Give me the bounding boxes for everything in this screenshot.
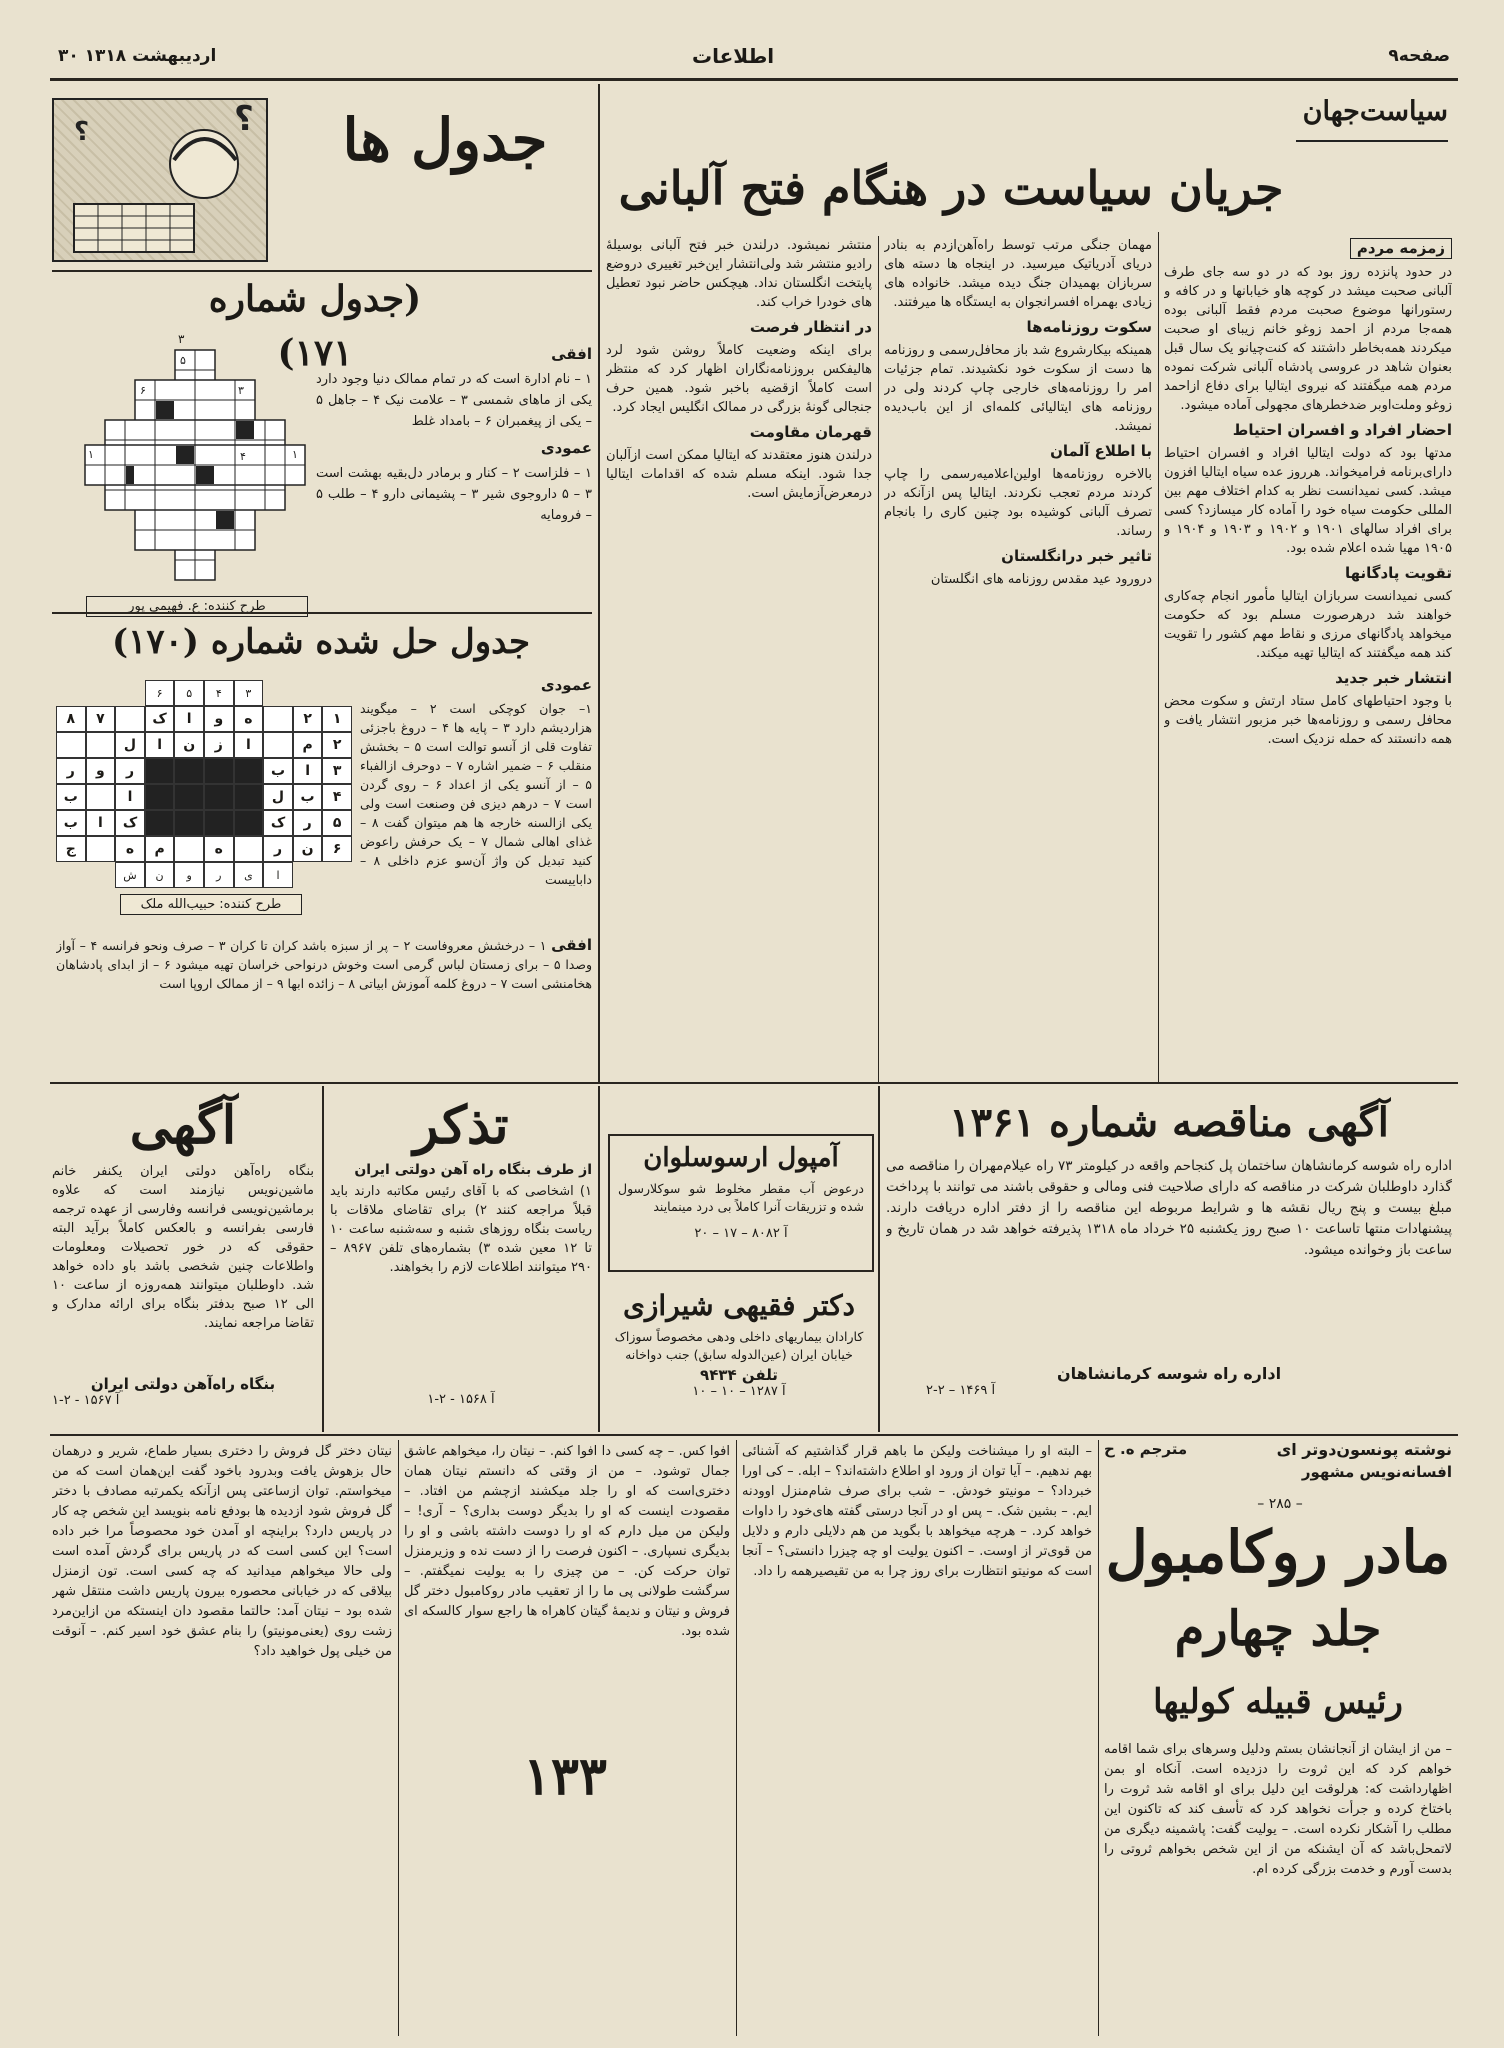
solved-grid-170 — [56, 680, 352, 912]
solved-grid-cell — [145, 784, 175, 810]
solved-grid-cell — [86, 862, 116, 888]
solved-grid-cell — [115, 680, 145, 706]
solved-down-label: عمودی — [540, 676, 592, 694]
serial-number-box: ۱۳۳ — [500, 1742, 630, 1812]
ad-tender-sign: اداره راه شوسه کرمانشاهان — [1056, 1364, 1282, 1383]
section-rule — [50, 1082, 1458, 1084]
solved-grid-cell: ر — [263, 836, 293, 862]
subhead-reinforce: تقویت پادگانها — [1344, 564, 1452, 582]
solved-grid-cell — [234, 784, 264, 810]
across-clues: ۱ – نام ادارة است که در تمام ممالک دنیا وجود دارد یکی از ماهای شمسی ۳ – علامت نیک ۴ – جاهل ۵ – یکی از پیغمبران ۶ – بامداد غلط — [316, 372, 592, 429]
ad-doctor-code: آ ۱۲۸۷ – ۱۰ – ۱۰ — [692, 1384, 786, 1399]
solved-grid-cell: ش — [115, 862, 145, 888]
solved-grid-cell — [115, 706, 145, 732]
ad-ampoule-title: آمپول ارسوسلوان — [643, 1143, 839, 1173]
section-label — [1296, 96, 1448, 142]
solved-grid-cells — [56, 680, 352, 888]
ad-doctor-title: دکتر فقیهی شیرازی — [622, 1289, 855, 1322]
solved-grid-cell: ا — [234, 732, 264, 758]
ad-tender — [886, 1090, 1452, 1426]
svg-text:۴: ۴ — [240, 450, 246, 463]
ad-tender-title: آگهی مناقصه شماره ۱۳۶۱ — [949, 1099, 1389, 1146]
politics-col-3 — [606, 236, 872, 1082]
column-rule — [598, 1086, 600, 1432]
svg-text:۱: ۱ — [292, 448, 298, 461]
serial-chapter: رئیس قبیله کولیها — [1153, 1682, 1403, 1722]
solved-grid-cell: ۶ — [145, 680, 175, 706]
solved-grid-cell — [56, 732, 86, 758]
crossword-grid-shape — [80, 340, 310, 590]
solved-grid-cell — [86, 836, 116, 862]
crossword-clues-171 — [316, 338, 592, 608]
solved-grid-cell: و — [174, 862, 204, 888]
solved-grid-cell: ا — [293, 758, 323, 784]
serial-title: مادر روکامبول — [1105, 1518, 1451, 1586]
crossword-number-title: (جدول شماره ۱۷۱) — [208, 278, 422, 374]
column-rule — [1098, 1440, 1099, 2036]
solved-grid-cell: ر — [56, 758, 86, 784]
solved-grid-cell — [234, 758, 264, 784]
solved-grid-cell: ۵ — [174, 680, 204, 706]
svg-text:؟: ؟ — [74, 117, 90, 147]
solved-grid-cell — [322, 680, 352, 706]
solved-grid-cell: ا — [263, 862, 293, 888]
subhead-press: سکوت روزنامه‌ها — [1026, 318, 1152, 336]
politics-col-1 — [1164, 232, 1452, 1062]
column-rule — [878, 1086, 880, 1432]
ad-tender-code: آ ۱۴۶۹ – ۲-۲ — [926, 1383, 996, 1398]
subhead-summon: احضار افراد و افسران احتیاط — [1232, 421, 1452, 439]
across-label: افقی — [551, 345, 592, 363]
serial-col-3-text: افوا کس. – چه کسی دا افوا کنم. – نیتان را، میخواهم عاشق جمال توشود. – من از وقتی که دانستم نیتان همان دختری‌است که او را جلد میکشند ازچشم من افتاد. – مقصودت اینست که او را بدیگر دوست بداری؟ – آری! – ولیکن من میل دارم که او را دوست داشته باشی و او را بدیگری نسپاری. – اکنون فرصت را از دست نده و وزیرمنزل توان حرکت کن. – من چیزی را به یولیت نمیگفتم. – سرگشت طولانی پی ما را از تعقیب مادر روکامبول دختر گل فروش و نیتان و ندیمهٔ گیتان کاهراه ها راجع سوار کالسکه ای شده بود. — [404, 1444, 730, 1639]
paper-name: اطلاعات — [692, 44, 775, 68]
solved-grid-cell — [293, 680, 323, 706]
solved-clues — [360, 670, 592, 940]
solved-grid-cell: ۲ — [293, 706, 323, 732]
crossword-illustration — [52, 98, 268, 262]
solved-grid-cell: ر — [293, 810, 323, 836]
serial-translator: مترجم ه. ح — [1104, 1440, 1188, 1458]
puzzle-figure-icon — [54, 100, 266, 260]
solved-grid-cell — [204, 810, 234, 836]
ad-reminder-body: ۱) اشخاصی که با آقای رئیس مکاتبه دارند باید قبلاً مراجعه کنند ۲) برای تقاضای ملاقات با ریاست بنگاه روزهای شنبه و سه‌شنبه ساعت ۱۰ تا ۱۲ معین شده ۳) بشماره‌های تلفن ۸۹۶۷ – ۲۹۰ میتوانند اطلاعات لازم را بخواهند. — [330, 1184, 592, 1275]
solved-grid-cell: ل — [115, 732, 145, 758]
solved-grid-cell: ل — [263, 784, 293, 810]
solved-grid-cell: ه — [115, 836, 145, 862]
solved-grid-cell: ر — [115, 758, 145, 784]
solved-grid-cell: ن — [293, 836, 323, 862]
politics-col-1c-text: کسی نمیدانست سربازان ایتالیا مأمور انجام چه‌کاری خواهند شد درهرصورت مسلم بود که حکومت میخواهد پادگانهای مرزی و نقاط مهم کشور را تقویت کند همه میگفتند که ایتالیا تهیه میکند. — [1164, 589, 1452, 661]
politics-col-1-text: در حدود پانزده روز بود که در دو سه جای طرف آلبانی صحبت میشد در کوچه هاو خیابانها و در کافه و رستورانها موضوع صحبت مردم فقط آلبانی بوده همه‌جا مردم از احمد زوغو خانم زیبای او صحبت میکردند همه‌بخاطر داشتند که کنت‌چیانو یک سال قبل بعنوان شاهد در عروسی پادشاه آلبانی شرکت نموده مردم همه میگفتند که نیروی ایتالیا برای دفاع ازاحمد زوغو وملت‌اوبر ضدخطرهای مجهولی آماده میشود. — [1164, 265, 1452, 413]
ad-notice-body: بنگاه راه‌آهن دولتی ایران یکنفر خانم ماشین‌نویس نیازمند است که علاوه برماشین‌نویسی فرانسه وفارسی از عهده ترجمه فارسی بفرانسه و بالعکس کاملاً برآید البته حقوقی که در خور تحصیلات ومعلومات واطلاعات چنین شخصی باشد باو داده خواهد شد. داوطلبان میتوانند همه‌روزه از ساعت ۱۰ الی ۱۲ صبح بدفتر بنگاه برای ارائه مدارک و تقاضا مراجعه نمایند. — [52, 1164, 314, 1331]
svg-text:؟: ؟ — [234, 100, 254, 139]
solved-grid-cell — [204, 784, 234, 810]
subhead-spread: انتشار خبر جدید — [1335, 669, 1452, 687]
ad-ampoule-body: درعوض آب مقطر مخلوط شو سوکلارسول شده و تزریقات آنرا کاملاً بی درد مینمایند — [618, 1181, 864, 1214]
svg-text:۳: ۳ — [238, 384, 244, 397]
serial-header — [1104, 1440, 1452, 1500]
ad-doctor — [608, 1284, 870, 1424]
politics-col-2 — [884, 236, 1152, 1066]
serial-author: نوشته پونسون‌دوتر ای — [1276, 1440, 1452, 1459]
solved-grid-cell: و — [86, 758, 116, 784]
subhead-public: زمزمه مردم — [1350, 238, 1452, 259]
solved-grid-cell: ب — [293, 784, 323, 810]
solved-grid-cell: ج — [56, 836, 86, 862]
svg-text:۶: ۶ — [140, 384, 146, 397]
serial-volume: جلد چهارم — [1174, 1601, 1382, 1657]
politics-col-3b-text: برای اینکه وضعیت کاملاً روشن شود لرد هالیفکس بروزنامه‌نگاران اظهار کرد که منتظر است کاملاً ازقضیه باخبر شود. همین حرف جنجالی گونهٔ بزرگی در ممالک انگلیس ایجاد کرد. — [606, 343, 872, 415]
ad-reminder — [330, 1090, 592, 1430]
solved-grid-cell: ن — [174, 732, 204, 758]
subhead-wait: در انتظار فرصت — [749, 318, 872, 336]
solved-grid-cell — [263, 732, 293, 758]
solved-grid-cell: ک — [145, 706, 175, 732]
solved-grid-cell: ا — [145, 732, 175, 758]
solved-across-label: افقی — [551, 936, 592, 954]
solved-grid-cell: م — [293, 732, 323, 758]
solved-grid-cell: ا — [115, 784, 145, 810]
politics-col-2-text: مهمان جنگی مرتب توسط راه‌آهن‌ازدم به بنادر دریای آدریاتیک میرسید. در اینجاه ها دسته های سربازان بهمیدان جنگ دیده میشد. خانواده های زیادی بهمراه افسرانجوان به ایستگاه ها میرفتند. — [884, 238, 1152, 310]
ad-reminder-sub: از طرف بنگاه راه آهن دولتی ایران — [354, 1162, 592, 1178]
issue-date: ۳۰ اردیبهشت ۱۳۱۸ — [58, 46, 217, 66]
solved-grid-cell: ب — [56, 810, 86, 836]
ad-doctor-body: کارادان بیماریهای داخلی ودهی مخصوصاً سوزاک خیابان ایران (عین‌الدوله سابق) جنب دواخانه — [614, 1329, 864, 1362]
column-rule — [322, 1086, 324, 1432]
solved-grid-cell — [174, 836, 204, 862]
down-label: عمودی — [540, 439, 592, 457]
solved-grid-cell — [86, 784, 116, 810]
solved-grid-cell: م — [145, 836, 175, 862]
solved-grid-cell — [204, 758, 234, 784]
solved-grid-cell — [56, 680, 86, 706]
solved-grid-cell — [145, 810, 175, 836]
serial-col-3 — [404, 1442, 730, 2032]
politics-col-1b-text: مدتها بود که دولت ایتالیا افراد و افسران احتیاط دارای‌برنامه فرامیخواند. هرروز عده سیاه ایتالیا افزون میشد. کسی نمیدانست نظر به کدام اختلاف مهم بین المللی حکومت سیاه خود را آماده کار میسازد؟ کسی برای افراد سالهای ۱۹۰۱ و ۱۹۰۲ و ۱۹۰۳ و ۱۹۰۴ و ۱۹۰۵ مهیا شده اعلام شده بود. — [1164, 446, 1452, 556]
serial-col-2: – البته او را میشناخت ولیکن ما باهم قرار گذاشتیم که آشنائی بهم ندهیم. – آیا توان از ورود او اطلاع داشته‌اند؟ – ابله. – کی اورا خبرداد؟ – مونیتو خودش. – شب برای صرف شام‌منزل اوودنه ایم. – بشین شک. – پس او در آنجا درستی گفته های‌خود را داوات خواهد کرد. – هرچه میخواهد با بگوید من هم دلایلی دارم و دلایل من قوی‌تر از اوست. – اکنون یولیت او چه چیزرا دانستی؟ – آنجا است که مونیتو انتظارت برای روز چرا به من تقیصیرهمه را داد. — [742, 1444, 1092, 1579]
solved-grid-cell — [322, 862, 352, 888]
page-label: صفحه۹ — [1388, 46, 1450, 66]
serial-col-1: – من از ایشان از آنجانشان بستم ودلیل وسرهای برای شما اقامه خواهم کرد که این ثروت را دزدیده است. آنکاه او بمن اظهارداشت که: هرلوقت این دلیل برای او اقامه شد ثروت را باختاخ کرده و جرأت نخواهد کرد که تأسف کند که تاکنون این مطلب را آشکار نکرده است. – یولیت گفت: پاشمینه دیگری من لاتمحل‌باشد که آن ایشنکه من از این شخص بخواهم ثروتی را بدست آورم و خدمت بزرگی کرده ام. — [1104, 1742, 1452, 1877]
solved-grid-cell: ب — [56, 784, 86, 810]
crossword-designer: طرح کننده: ع. فهیمی پور — [86, 596, 308, 617]
politics-col-2b-text: همینکه بیکار‌شروع شد باز محافل‌رسمی و روزنامه ها دست از سکوت خود نکشیدند. تمام جزئیات امر را روزنامه‌های خارجی چاپ کردند ولی در روزنامه های ایتالیائی کلمه‌ای از این باب‌دیده نمیشد. — [884, 343, 1152, 434]
solved-down-clues: ۱– جوان کوچکی است ۲ – میگویند هزاردیشم دارد ۳ – پایه ها ۴ – دروغ باجزئی تفاوت قلی از آنسو توالت است ۵ – بخشش منقلب ۶ – ضمیر اشاره ۷ – دوحرف ازالفباء ۵ – از آنسو یکی از اعداد ۶ – روی گردن است ۷ – درهم دیزی فن وصنعت است ولی یکی ازالسنه خارجه ها هم میتوان گفت ۸ – غذای اهالی شمال ۷ – یک حرفش راعوض کنید تبدیل کن واژ آن‌سو عزم داخلی ۸ – داباییست — [360, 701, 592, 887]
solved-grid-cell — [145, 758, 175, 784]
ad-reminder-title: تذکر — [413, 1095, 509, 1156]
solved-grid-cell: ۴ — [204, 680, 234, 706]
solved-grid-cell — [174, 784, 204, 810]
politics-headline: جریان سیاست در هنگام فتح آلبانی — [618, 161, 1284, 215]
solved-grid-cell: ا — [174, 706, 204, 732]
solved-grid-cell: و — [204, 706, 234, 732]
solved-grid-cell — [234, 810, 264, 836]
column-rule — [598, 84, 600, 1084]
solved-crossword-title: جدول حل شده شماره (۱۷۰) — [112, 622, 530, 662]
solved-grid-cell — [86, 680, 116, 706]
politics-col-1d-text: با وجود احتیاطهای کامل ستاد ارتش و سکوت محض محافل رسمی و روزنامه‌ها خبر مزبور انتشار یافت و همه دانستند که حمله نزدیک است. — [1164, 694, 1452, 747]
politics-col-4-text: درورود عید مقدس روزنامه های انگلستان — [930, 572, 1152, 587]
solved-grid-cell — [86, 732, 116, 758]
subhead-effect: تاثیر خبر درانگلستان — [1001, 547, 1152, 565]
ad-ampoule — [608, 1134, 874, 1272]
solved-grid-cell: ب — [263, 758, 293, 784]
masthead — [52, 44, 1456, 72]
solved-across-text: ۱ – درخشش معروفاست ۲ – پر از سبزه باشد کران تا کران ۳ – صرف ونحو فرانسه ۴ – آواز وصدا ۵ – برای زمستان لباس گرمی است وخوش درنواحی خراسان تهیه میشود ۶ – از ابدای پادشاهان هخامنشی است ۷ – دروغ کلمه آموزش ابیاتی ۸ – زائده ابها ۹ – از ممالک اروپا است — [56, 938, 592, 991]
ad-ampoule-code: آ ۸۰۸۲ – ۱۷ – ۲۰ — [694, 1226, 788, 1241]
crossword-top-label-1: ۳ — [178, 332, 185, 346]
masthead-rule — [50, 78, 1458, 81]
solved-grid-cell: ر — [204, 862, 234, 888]
column-rule — [1158, 232, 1159, 1082]
solved-designer: طرح کننده: حبیب‌الله ملک — [120, 894, 302, 915]
solved-grid-cell — [263, 706, 293, 732]
serial-author-desc: افسانه‌نویس مشهور — [1301, 1463, 1452, 1481]
solved-grid-cell: ۴ — [322, 784, 352, 810]
solved-grid-cell: ه — [204, 836, 234, 862]
column-rule — [398, 1440, 399, 2036]
solved-grid-cell: ۳ — [234, 680, 264, 706]
crossword-section-title: جدول ها — [342, 106, 548, 174]
ad-doctor-phone: تلفن ۹۴۳۴ — [700, 1366, 778, 1384]
solved-grid-cell: ۸ — [56, 706, 86, 732]
solved-grid-cell — [293, 862, 323, 888]
solved-grid-cell — [174, 758, 204, 784]
politics-col-2c-text: بالاخره روزنامه‌ها اولین‌اعلامیه‌رسمی را چاپ کردند مردم تعجب نکردند. ایتالیا پس ازآنکه در تصرف آلبانی کوشیده بود چنین کاری را بانجام رساند. — [884, 467, 1152, 539]
solved-grid-cell: ۶ — [322, 836, 352, 862]
solved-grid-cell — [174, 810, 204, 836]
solved-grid-cell: ۱ — [322, 706, 352, 732]
solved-grid-cell: ن — [145, 862, 175, 888]
svg-text:۱: ۱ — [88, 448, 94, 461]
ad-notice-title: آگهی — [129, 1095, 237, 1156]
solved-grid-cell: ۲ — [322, 732, 352, 758]
solved-grid-cell: ۵ — [322, 810, 352, 836]
serial-col-4: نیتان دختر گل فروش را دختری بسیار طماع، شریر و درهمان حال بزهوش یافت وبدرود باخود گفت این‌همان است که من میخواستم. توان ازساعتی پس ازآنکه یکمرتبه مصادف با دختر گل فروش شود ازدیده ها بودفع نامه بنویسد این شخص چه کار در پاریس دارد؟ براینچه او آمدن خود محصوصاً مرا خبر داده است؟ این کسی است که در پاریس برای گردش آمده است ولی حالا میخواهم میدانید که چه کسی است. تون ازمنزل بیلاقی که در خیابانی محصوره بیرون پاریس داشت منتقل شهر شده بود – نیتان آمد: حالتما مقصود دان اینستکه من ‌ازاین‌مرد زشت روی (یعنی‌مونیتو) را بنام عشق خود اسیر کنم. – آنوقت من خیلی پول خواهید داد؟ — [52, 1444, 392, 1659]
solved-grid-cell — [56, 862, 86, 888]
crossword-grid-171 — [80, 340, 310, 590]
subhead-germany: با اطلاع آلمان — [1050, 442, 1152, 460]
solved-grid-cell: ک — [263, 810, 293, 836]
solved-grid-cell: ک — [115, 810, 145, 836]
down-clues: ۱ – فلزاست ۲ – کنار و برمادر دل‌بقیه بهشت است ۳ – ۵ داروجوی شیر ۳ – پشیمانی دارو ۴ – طلب ۵ – فرومایه — [316, 466, 592, 523]
solved-grid-cell: ۷ — [86, 706, 116, 732]
ad-tender-body: اداره راه شوسه کرمانشاهان ساختمان پل کنجاحم واقعه در کیلومتر ۷۳ راه عیلام‌مهران را مناقصه می گذارد داوطلبان شرکت در مناقصه که دارای صلاحیت فنی ومالی و حقوقی باشند می توانند با پرداخت مبلغ بیست و پنج ریال نقشه ها و شرایط مربوطه این مناقصه را از دفتر اداره دریافت دارند. پیشنهادات منتها تاساعت ۱۰ صبح روز یکشنبه ۲۵ خرداد ماه ۱۳۱۸ پذیرفته خواهد شد در همان تاریخ و ساعت باز وخوانده میشود. — [886, 1158, 1452, 1258]
section-label-text: سیاست‌جهان — [1302, 96, 1448, 127]
serial-episode: – ۲۸۵ – — [1257, 1496, 1303, 1512]
politics-col-3-text: منتشر نمیشود. درلندن خبر فتح آلبانی بوسیلهٔ رادیو منتشر شد ولی‌انتشار این‌خبر تغییری دروضع پایتخت انگلستان نداد. هیچکس حاضر نبود تعطیل های خودرا خراب کند. — [606, 238, 872, 310]
svg-text:۵: ۵ — [180, 354, 186, 367]
section-rule — [50, 1434, 1458, 1436]
subhead-hero: قهرمان مقاومت — [749, 423, 872, 441]
ad-reminder-code: آ ۱۵۶۸ - ۲-۱ — [427, 1392, 495, 1407]
solved-across-clues — [56, 936, 592, 1048]
ad-notice — [52, 1090, 314, 1430]
ad-notice-sign: بنگاه راه‌آهن دولتی ایران — [90, 1375, 276, 1393]
solved-grid-cell: ی — [234, 862, 264, 888]
solved-grid-cell: ا — [86, 810, 116, 836]
solved-grid-cell: ز — [204, 732, 234, 758]
column-rule — [878, 236, 879, 1082]
solved-grid-cell — [263, 680, 293, 706]
solved-grid-cell: ۳ — [322, 758, 352, 784]
ad-notice-code: آ ۱۵۶۷ - ۲-۱ — [52, 1393, 120, 1408]
solved-grid-cell: ه — [234, 706, 264, 732]
column-rule — [736, 1440, 737, 2036]
politics-col-3c-text: درلندن هنوز معتقدند که ایتالیا ممکن است ازآلبان جدا شود. اینکه مسلم شده که اقدامات ایتالیا درمعرض‌آزمایش است. — [606, 448, 872, 501]
solved-grid-cell — [234, 836, 264, 862]
